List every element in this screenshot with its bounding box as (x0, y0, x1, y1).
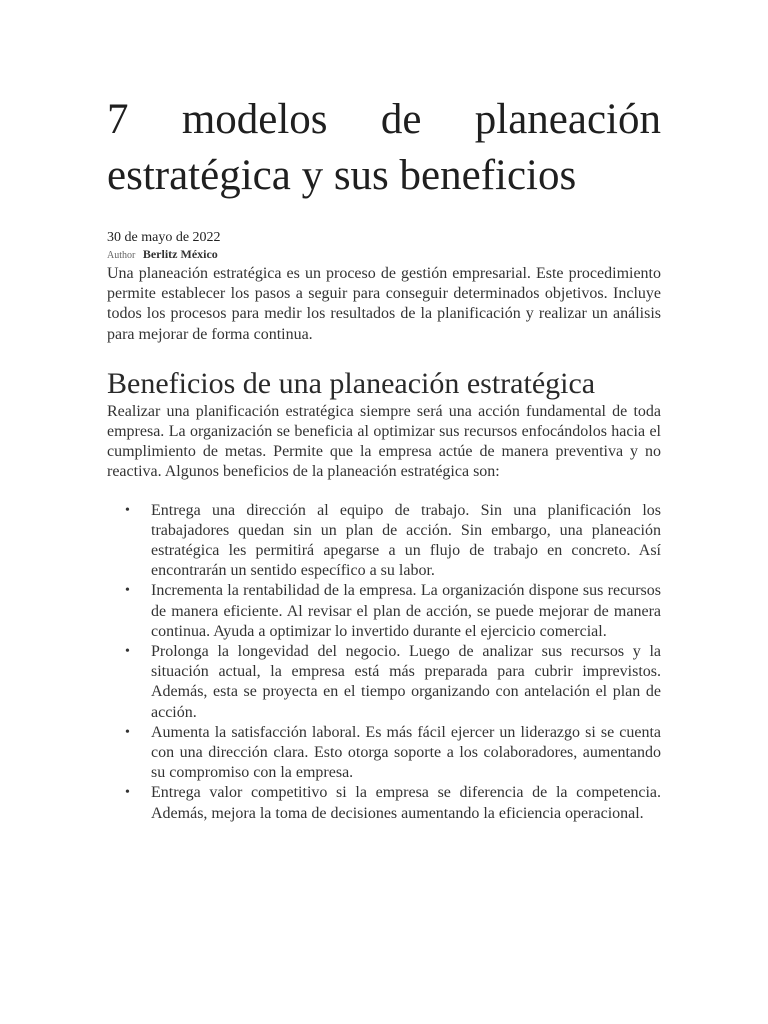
author-label: Author (107, 250, 136, 261)
list-item-text: Incrementa la rentabilidad de la empresa. La organización dispone sus recursos de manera eficiente. Al revisar el plan de acción, se puede mejorar de manera continua. Ayuda a optimizar lo invertido durante el ejercicio comercial. (151, 582, 661, 640)
author-row (107, 246, 661, 264)
list-item (107, 642, 661, 723)
bullet-icon: • (125, 502, 130, 518)
bullet-icon: • (125, 785, 130, 801)
list-item (107, 501, 661, 582)
bullet-icon: • (125, 724, 130, 740)
list-item (107, 723, 661, 784)
article-title-line-1: 7 modelos de planeación (107, 96, 661, 143)
bullet-icon: • (125, 583, 130, 599)
section-intro-paragraph: Realizar una planificación estratégica siempre será una acción fundamental de toda empresa. La organización se beneficia al optimizar sus recursos enfocándolos hacia el cumplimiento de metas. Permite que la empresa actúe de manera preventiva y no reactiva. Algunos beneficios de la planeación estratégica son: (107, 402, 661, 481)
list-item-text: Entrega una dirección al equipo de trabajo. Sin una planificación los trabajadores quedan sin un plan de acción. Sin embargo, una planeación estratégica les permitirá apegarse a un flujo de trabajo en concreto. Así encontrarán un sentido específico a su labor. (151, 501, 661, 580)
benefits-list (107, 501, 661, 824)
bullet-icon: • (125, 644, 130, 660)
article-title (107, 92, 661, 204)
article-title-line-2: estratégica y sus beneficios (107, 152, 577, 199)
publish-date: 30 de mayo de 2022 (107, 230, 221, 245)
list-item (107, 581, 661, 642)
section-heading: Beneficios de una planeación estratégica (107, 366, 596, 400)
list-item-text: Aumenta la satisfacción laboral. Es más fácil ejercer un liderazgo si se cuenta con una dirección clara. Esto otorga soporte a los colaboradores, aumentando su compromiso con la empresa. (151, 723, 661, 782)
list-item-text: Prolonga la longevidad del negocio. Luego de analizar sus recursos y la situación actual, la empresa está más preparada para cubrir imprevistos. Además, esta se proyecta en el tiempo organizando con antelación el plan de acción. (151, 643, 661, 721)
document-page (107, 92, 661, 824)
author-name: Berlitz México (142, 247, 218, 261)
list-item (107, 783, 661, 823)
list-item-text: Entrega valor competitivo si la empresa se diferencia de la competencia. Además, mejora la toma de decisiones aumentando la eficiencia operacional. (151, 784, 661, 822)
intro-paragraph: Una planeación estratégica es un proceso de gestión empresarial. Este procedimiento permite establecer los pasos a seguir para conseguir determinados objetivos. Incluye todos los procesos para medir los resultados de la planificación y realizar un análisis para mejorar de forma continua. (107, 265, 661, 343)
